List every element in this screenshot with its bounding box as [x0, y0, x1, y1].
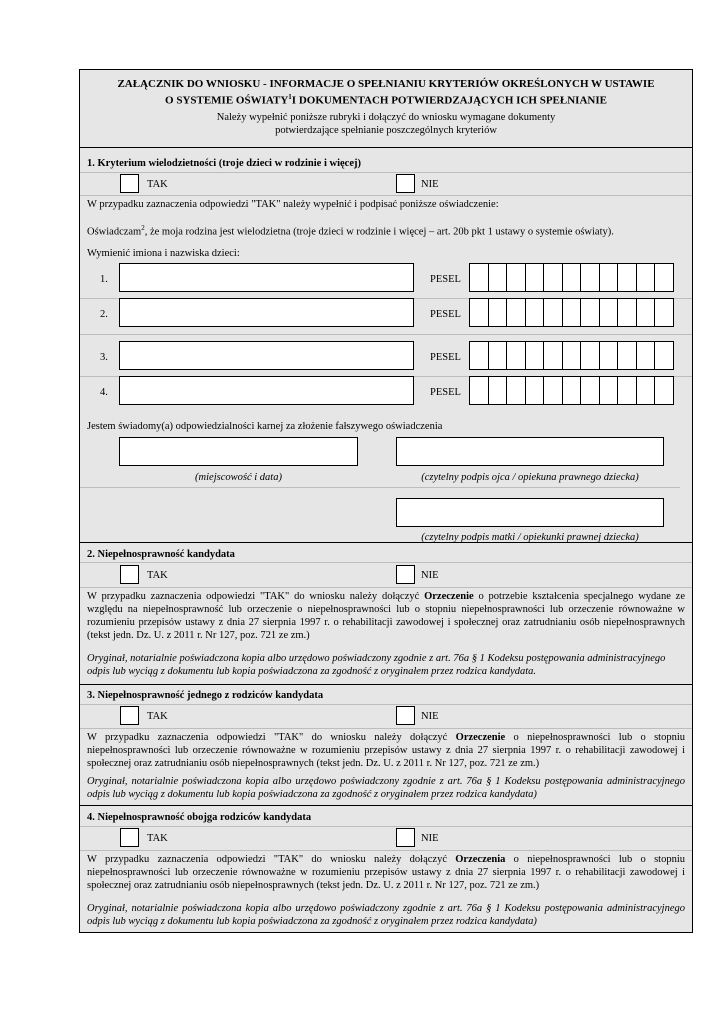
application-attachment-form	[79, 69, 693, 933]
pesel-input[interactable]	[469, 341, 674, 370]
section-1-yes-label: TAK	[147, 179, 168, 190]
form-header	[80, 70, 692, 147]
place-date-input[interactable]	[119, 437, 358, 466]
section-4-no-checkbox[interactable]	[396, 828, 415, 847]
section-2-instruction: W przypadku zaznaczenia odpowiedzi "TAK" do wniosku należy dołączyć Orzeczenie o potrzebie kształcenia specjalnego wydane ze względu na niepełnosprawność lub orzeczenie o niepełnosprawności lub o stopniu niepełnosprawności lub orzeczenie równoważne w rozumieniu przepisów ustawy z dnia 27 sierpnia 1997 r. o rehabilitacji zawodowej i społecznej oraz zatrudnianiu osób niepełnosprawnych (tekst jedn. Dz. U. z 2011 r. Nr 127, poz. 721 ze zm.)	[87, 591, 685, 641]
section-3-instruction: W przypadku zaznaczenia odpowiedzi "TAK" do wniosku należy dołączyć Orzeczenie o niepełnosprawności lub o stopniu niepełnosprawności lub orzeczenie równoważne w rozumieniu przepisów ustawy z dnia 27 sierpnia 1997 r. o rehabilitacji zawodowej i społecznej oraz zatrudnianiu osób niepełnosprawnych (tekst jedn. Dz. U. z 2011 r. Nr 127, poz. 721 ze zm.)	[87, 732, 685, 769]
child-number: 3.	[100, 352, 108, 363]
section-4-no-label: NIE	[421, 833, 439, 844]
section-4-instruction: W przypadku zaznaczenia odpowiedzi "TAK" do wniosku należy dołączyć Orzeczenia o niepełnosprawności lub o stopniu niepełnosprawności lub orzeczenie równoważne w rozumieniu przepisów ustawy z dnia 27 sierpnia 1997 r. o rehabilitacji zawodowej i społecznej oraz zatrudnianiu osób niepełnosprawnych (tekst jedn. Dz. U. z 2011 r. Nr 127, poz. 721 ze zm.)	[87, 854, 685, 891]
section-2-title: 2. Niepełnosprawność kandydata	[87, 549, 235, 560]
father-signature-input[interactable]	[396, 437, 664, 466]
pesel-input[interactable]	[469, 376, 674, 405]
form-title: ZAŁĄCZNIK DO WNIOSKU - INFORMACJE O SPEŁNIANIU KRYTERIÓW OKREŚLONYCH W USTAWIE O SYSTEMIE OŚWIATY$^1$I DOKUMENTACH POTWIERDZAJĄCYCH ICH SPEŁNIANIE	[117, 78, 655, 107]
section-3-yes-checkbox[interactable]	[120, 706, 139, 725]
awareness-statement: Jestem świadomy(a) odpowiedzialności karnej za złożenie fałszywego oświadczenia	[87, 421, 443, 432]
section-4-yes-label: TAK	[147, 833, 168, 844]
section-2-no-label: NIE	[421, 570, 439, 581]
section-1-no-checkbox[interactable]	[396, 174, 415, 193]
form-subtitle: Należy wypełnić poniższe rubryki i dołączyć do wniosku wymagane dokumenty potwierdzające spełnianie poszczególnych kryteriów	[216, 112, 556, 136]
child-name-input[interactable]	[119, 341, 414, 370]
pesel-label: PESEL	[430, 274, 461, 285]
section-1-yes-checkbox[interactable]	[120, 174, 139, 193]
section-candidate-disability	[80, 542, 692, 684]
section-1-no-label: NIE	[421, 179, 439, 190]
section-4-title: 4. Niepełnosprawność obojga rodziców kandydata	[87, 812, 312, 823]
section-2-yes-label: TAK	[147, 570, 168, 581]
section-3-note: Oryginał, notarialnie poświadczona kopia albo urzędowo poświadczony zgodnie z art. 76a § 1 Kodeksu postępowania administracyjnego odpis lub wyciąg z dokumentu lub kopia poświadczona za zgodność z oryginałem przez rodzica kandydata)	[87, 776, 685, 800]
section-4-yes-checkbox[interactable]	[120, 828, 139, 847]
pesel-label: PESEL	[430, 309, 461, 320]
child-number: 1.	[100, 274, 108, 285]
section-1-declaration: Oświadczam$^2$, że moja rodzina jest wielodzietna (troje dzieci w rodzinie i więcej – art. 20b pkt 1 ustawy o systemie oświaty).	[87, 224, 614, 238]
section-3-no-label: NIE	[421, 711, 439, 722]
section-1-title: 1. Kryterium wielodzietności (troje dzieci w rodzinie i więcej)	[87, 158, 361, 169]
child-name-input[interactable]	[119, 298, 414, 327]
section-3-yes-label: TAK	[147, 711, 168, 722]
section-one-parent-disability	[80, 684, 692, 805]
section-3-no-checkbox[interactable]	[396, 706, 415, 725]
children-label: Wymienić imiona i nazwiska dzieci:	[87, 248, 240, 259]
child-number: 4.	[100, 387, 108, 398]
child-number: 2.	[100, 309, 108, 320]
mother-signature-caption: (czytelny podpis matki / opiekunki prawnej dziecka)	[421, 532, 639, 543]
pesel-input[interactable]	[469, 298, 674, 327]
pesel-label: PESEL	[430, 352, 461, 363]
child-name-input[interactable]	[119, 263, 414, 292]
section-both-parents-disability	[80, 805, 692, 932]
section-1-instruction: W przypadku zaznaczenia odpowiedzi "TAK" należy wypełnić i podpisać poniższe oświadczenie:	[87, 199, 499, 210]
section-3-title: 3. Niepełnosprawność jednego z rodziców kandydata	[87, 690, 324, 701]
pesel-label: PESEL	[430, 387, 461, 398]
section-2-note: Oryginał, notarialnie poświadczona kopia albo urzędowo poświadczony zgodnie z art. 76a § 1 Kodeksu postępowania administracyjnego odpis lub wyciąg z dokumentu lub kopia poświadczona za zgodność z oryginałem przez rodzica kandydata.	[87, 653, 666, 677]
child-name-input[interactable]	[119, 376, 414, 405]
father-signature-caption: (czytelny podpis ojca / opiekuna prawnego dziecka)	[421, 472, 639, 483]
section-4-note: Oryginał, notarialnie poświadczona kopia albo urzędowo poświadczony zgodnie z art. 76a § 1 Kodeksu postępowania administracyjnego odpis lub wyciąg z dokumentu lub kopia poświadczona za zgodność z oryginałem przez rodzica kandydata)	[87, 903, 685, 927]
mother-signature-input[interactable]	[396, 498, 664, 527]
section-large-family	[80, 147, 692, 542]
section-2-yes-checkbox[interactable]	[120, 565, 139, 584]
section-2-no-checkbox[interactable]	[396, 565, 415, 584]
pesel-input[interactable]	[469, 263, 674, 292]
place-date-caption: (miejscowość i data)	[195, 472, 282, 483]
